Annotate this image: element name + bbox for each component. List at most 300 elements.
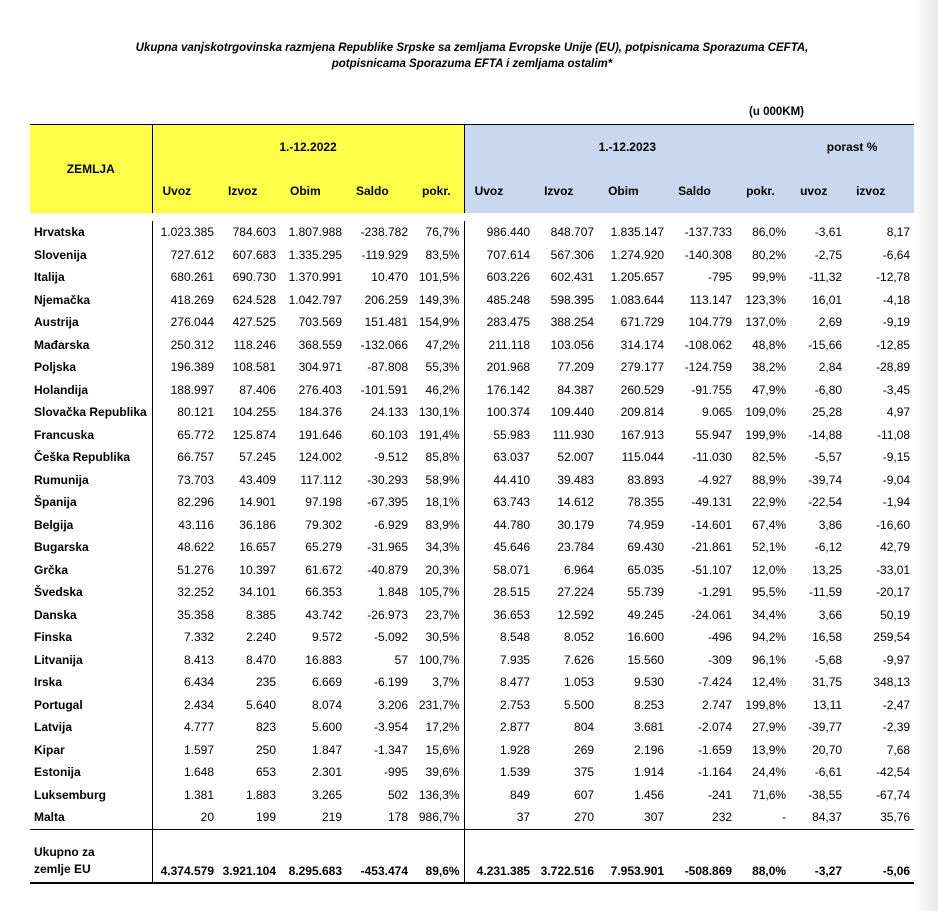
- header-col: Uvoz: [464, 169, 534, 213]
- country-name: Latvija: [30, 716, 152, 739]
- unit-label: (u 000KM): [749, 106, 804, 118]
- table-cell: 690.730: [232, 270, 276, 285]
- table-cell: 10.397: [239, 562, 276, 577]
- table-cell: 82,5%: [752, 450, 787, 465]
- table-cell: 8.413: [183, 652, 214, 667]
- header-col: Saldo: [668, 169, 736, 213]
- table-cell: 13,25: [812, 562, 843, 577]
- total-cell: -453.474: [346, 829, 412, 883]
- table-row: [30, 581, 914, 604]
- table-cell: 97.198: [305, 495, 342, 510]
- table-cell: 34,3%: [425, 540, 460, 555]
- table-cell: 78.355: [627, 495, 665, 510]
- table-row: [30, 469, 914, 492]
- table-cell: -9,15: [882, 450, 911, 465]
- table-cell: 250.312: [170, 337, 214, 352]
- table-cell: 804: [574, 720, 595, 735]
- table-cell: 1.914: [634, 765, 665, 780]
- table-cell: 109,0%: [745, 405, 787, 420]
- table-cell: -2.074: [698, 720, 733, 735]
- table-cell: 65.035: [627, 562, 665, 577]
- table-cell: -87.808: [367, 360, 408, 375]
- country-name: Irska: [30, 671, 152, 694]
- table-cell: 607: [574, 787, 595, 802]
- table-cell: 74.959: [627, 517, 665, 532]
- table-row: [30, 221, 914, 244]
- table-row: [30, 806, 914, 829]
- table-cell: 83,5%: [425, 247, 460, 262]
- country-name: Bugarska: [30, 536, 152, 559]
- table-cell: -39,77: [808, 720, 843, 735]
- table-cell: 35.358: [177, 607, 214, 622]
- table-cell: 35,76: [880, 810, 911, 825]
- table-row: [30, 289, 914, 312]
- table-cell: 57.245: [239, 450, 276, 465]
- table-cell: 7.626: [564, 652, 595, 667]
- table-cell: -39,74: [808, 472, 843, 487]
- country-name: Danska: [30, 604, 152, 627]
- table-cell: 85,8%: [425, 450, 460, 465]
- table-cell: -14,88: [808, 427, 843, 442]
- table-cell: 124.002: [298, 450, 342, 465]
- total-row: [30, 829, 914, 883]
- table-cell: 607.683: [232, 247, 276, 262]
- table-cell: 1.274.920: [610, 247, 665, 262]
- table-cell: -11,32: [808, 270, 843, 285]
- table-cell: 986,7%: [418, 810, 460, 825]
- country-name: Slovenija: [30, 244, 152, 267]
- table-cell: 232: [712, 810, 733, 825]
- table-cell: 34.101: [239, 585, 276, 600]
- table-cell: 12.592: [557, 607, 595, 622]
- table-cell: 848.707: [550, 225, 595, 240]
- total-cell: 89,6%: [412, 829, 464, 883]
- table-cell: 87.406: [239, 382, 276, 397]
- table-row: [30, 356, 914, 379]
- table-cell: 125.874: [232, 427, 276, 442]
- table-cell: 624.528: [232, 292, 276, 307]
- table-cell: -309: [708, 652, 733, 667]
- table-cell: 104.779: [688, 315, 733, 330]
- table-cell: 104.255: [232, 405, 276, 420]
- header-col: Saldo: [346, 169, 412, 213]
- table-cell: 1.648: [183, 765, 214, 780]
- table-cell: 680.261: [170, 270, 214, 285]
- table-cell: 48,8%: [752, 337, 787, 352]
- table-cell: 30.179: [557, 517, 595, 532]
- country-name: Francuska: [30, 424, 152, 447]
- table-cell: -1.659: [698, 742, 733, 757]
- header-col: uvoz: [790, 169, 846, 213]
- table-cell: 5.640: [245, 697, 276, 712]
- table-cell: -28,89: [876, 360, 911, 375]
- total-cell: 88,0%: [736, 829, 790, 883]
- table-cell: 36.186: [239, 517, 276, 532]
- table-row: [30, 761, 914, 784]
- table-cell: -7.424: [698, 675, 733, 690]
- table-cell: 304.971: [298, 360, 342, 375]
- table-cell: 375: [574, 765, 595, 780]
- table-row: [30, 514, 914, 537]
- table-cell: -241: [708, 787, 733, 802]
- table-cell: 65.772: [177, 427, 214, 442]
- table-cell: 602.431: [550, 270, 595, 285]
- table-cell: -31.965: [367, 540, 408, 555]
- table-cell: 191,4%: [418, 427, 460, 442]
- table-cell: 823: [255, 720, 276, 735]
- table-row: [30, 491, 914, 514]
- table-cell: 77.209: [557, 360, 595, 375]
- table-cell: 24,4%: [752, 765, 787, 780]
- country-name: Hrvatska: [30, 221, 152, 244]
- table-cell: 96,1%: [752, 652, 787, 667]
- table-cell: 3,66: [818, 607, 843, 622]
- table-cell: -12,78: [876, 270, 911, 285]
- table-cell: 1.023.385: [160, 225, 214, 240]
- table-cell: 50,19: [880, 607, 911, 622]
- table-cell: 209.814: [620, 405, 665, 420]
- table-cell: -795: [708, 270, 733, 285]
- table-cell: 118.246: [233, 337, 276, 352]
- table-cell: 63.037: [464, 446, 534, 469]
- table-row: [30, 311, 914, 334]
- table-cell: -30.293: [367, 472, 408, 487]
- table-cell: 52.007: [557, 450, 595, 465]
- table-cell: 58,9%: [425, 472, 460, 487]
- table-cell: 88,9%: [752, 472, 787, 487]
- table-cell: 55.983: [464, 424, 534, 447]
- table-cell: 55,3%: [425, 360, 460, 375]
- table-cell: 250: [255, 742, 276, 757]
- table-cell: 1.807.988: [288, 225, 342, 240]
- table-cell: 260.529: [620, 382, 665, 397]
- table-cell: 80.121: [177, 405, 214, 420]
- table-cell: 653: [255, 765, 276, 780]
- table-cell: 2.301: [311, 765, 342, 780]
- table-cell: -5,68: [814, 652, 843, 667]
- table-cell: 1.083.644: [610, 292, 665, 307]
- country-name: Litvanija: [30, 649, 152, 672]
- table-cell: 34,4%: [752, 607, 787, 622]
- table-cell: 27.224: [557, 585, 595, 600]
- table-cell: -16,60: [876, 517, 911, 532]
- table-cell: -2,75: [814, 247, 843, 262]
- table-cell: 48.622: [177, 540, 214, 555]
- table-cell: -67,74: [876, 787, 911, 802]
- table-cell: 137,0%: [745, 315, 787, 330]
- country-name: Kipar: [30, 739, 152, 762]
- table-cell: 43.742: [305, 607, 342, 622]
- table-row: [30, 716, 914, 739]
- table-cell: 12,4%: [752, 675, 787, 690]
- table-cell: 671.729: [620, 315, 665, 330]
- table-cell: 784.603: [232, 225, 276, 240]
- table-cell: 388.254: [550, 315, 595, 330]
- table-cell: 8.477: [464, 671, 534, 694]
- table-cell: -3,45: [882, 382, 911, 397]
- table-cell: -2,39: [882, 720, 911, 735]
- table-cell: 16,01: [812, 292, 843, 307]
- table-cell: 2.196: [634, 742, 665, 757]
- table-cell: 23.784: [557, 540, 595, 555]
- table-cell: 6.964: [564, 562, 595, 577]
- table-cell: 115.044: [621, 450, 665, 465]
- table-cell: 79.302: [305, 517, 342, 532]
- table-cell: -1.347: [373, 742, 408, 757]
- table-cell: 20: [200, 810, 214, 825]
- table-cell: 2.240: [245, 630, 276, 645]
- table-cell: 1.835.147: [610, 225, 665, 240]
- table-cell: 73.703: [177, 472, 214, 487]
- country-name: Njemačka: [30, 289, 152, 312]
- table-cell: 113.147: [689, 292, 733, 307]
- table-cell: 14.612: [557, 495, 595, 510]
- table-cell: 231,7%: [418, 697, 460, 712]
- table-cell: 117.112: [300, 472, 342, 487]
- table-cell: 1.848: [377, 585, 408, 600]
- table-cell: -108.062: [684, 337, 733, 352]
- table-cell: -5,57: [814, 450, 843, 465]
- table-cell: 7.332: [183, 630, 214, 645]
- table-cell: -124.759: [684, 360, 733, 375]
- table-cell: 196.389: [170, 360, 214, 375]
- header-col: Obim: [280, 169, 346, 213]
- table-cell: 80,2%: [752, 247, 787, 262]
- table-cell: -15,66: [808, 337, 843, 352]
- header-zemlja: ZEMLJA: [30, 125, 152, 214]
- country-name: Portugal: [30, 694, 152, 717]
- table-cell: 55.739: [627, 585, 665, 600]
- country-name: Grčka: [30, 559, 152, 582]
- table-cell: 2.747: [702, 697, 733, 712]
- table-cell: 22,9%: [752, 495, 787, 510]
- table-row: [30, 401, 914, 424]
- country-name: Estonija: [30, 761, 152, 784]
- table-cell: 95,5%: [752, 585, 787, 600]
- table-cell: 9.572: [311, 630, 342, 645]
- table-cell: -6,12: [814, 540, 843, 555]
- table-cell: 61.672: [305, 562, 342, 577]
- country-name: Češka Republika: [30, 446, 152, 469]
- table-cell: 1.847: [311, 742, 342, 757]
- table-cell: 99,9%: [752, 270, 787, 285]
- table-cell: 47,2%: [425, 337, 460, 352]
- table-row: [30, 424, 914, 447]
- table-cell: -24.061: [691, 607, 733, 622]
- table-row: [30, 536, 914, 559]
- table-cell: 16.657: [239, 540, 276, 555]
- table-cell: 39.483: [557, 472, 595, 487]
- table-cell: 105,7%: [418, 585, 460, 600]
- document-page: [30, 0, 914, 911]
- table-cell: -42,54: [876, 765, 911, 780]
- table-row: [30, 244, 914, 267]
- table-cell: 20,3%: [425, 562, 460, 577]
- table-cell: 2.877: [464, 716, 534, 739]
- trade-table: [30, 124, 914, 884]
- table-cell: 60.103: [371, 427, 408, 442]
- table-cell: 188.997: [170, 382, 214, 397]
- table-cell: 199,9%: [745, 427, 787, 442]
- header-col: Izvoz: [534, 169, 598, 213]
- total-label-line-2: zemlje EU: [34, 861, 91, 876]
- table-cell: -9.512: [373, 450, 408, 465]
- table-cell: 84,37: [812, 810, 843, 825]
- table-cell: 270: [574, 810, 595, 825]
- country-name: Slovačka Republika: [30, 401, 152, 424]
- table-cell: -11,08: [876, 427, 911, 442]
- table-row: [30, 784, 914, 807]
- table-cell: 13,11: [812, 697, 843, 712]
- table-cell: -38,55: [808, 787, 843, 802]
- table-cell: 39,6%: [425, 765, 460, 780]
- table-cell: 235: [255, 675, 276, 690]
- table-cell: 86,0%: [752, 225, 787, 240]
- country-name: Španija: [30, 491, 152, 514]
- table-cell: 8.074: [311, 697, 342, 712]
- table-cell: 10.470: [371, 270, 408, 285]
- table-cell: 111.930: [552, 427, 595, 442]
- table-cell: -91.755: [691, 382, 733, 397]
- table-cell: 43.409: [239, 472, 276, 487]
- table-cell: -101.591: [360, 382, 408, 397]
- total-cell: -3,27: [790, 829, 846, 883]
- table-cell: 25,28: [812, 405, 843, 420]
- country-name: Švedska: [30, 581, 152, 604]
- table-body: [30, 213, 914, 829]
- table-cell: 27,9%: [752, 720, 787, 735]
- total-cell: 7.953.901: [598, 829, 668, 883]
- table-cell: 36.653: [464, 604, 534, 627]
- total-cell: 4.374.579: [152, 829, 218, 883]
- table-cell: -6,80: [814, 382, 843, 397]
- table-cell: -2,47: [882, 697, 911, 712]
- table-cell: 23,7%: [425, 607, 460, 622]
- table-cell: 6.669: [311, 675, 342, 690]
- table-cell: 15,6%: [425, 742, 460, 757]
- table-cell: 283.475: [464, 311, 534, 334]
- table-cell: 418.269: [170, 292, 214, 307]
- page-edge-shadow: [914, 0, 938, 911]
- table-cell: 199,8%: [745, 697, 787, 712]
- table-cell: 219: [321, 810, 342, 825]
- table-cell: 1.539: [464, 761, 534, 784]
- table-cell: 28.515: [464, 581, 534, 604]
- table-cell: 66.757: [177, 450, 214, 465]
- table-cell: -140.308: [684, 247, 733, 262]
- table-cell: -6,61: [814, 765, 843, 780]
- table-row: [30, 626, 914, 649]
- table-cell: 314.174: [620, 337, 665, 352]
- table-cell: -9,04: [882, 472, 911, 487]
- table-cell: 130,1%: [418, 405, 460, 420]
- table-cell: 1.053: [564, 675, 595, 690]
- table-cell: -995: [383, 765, 408, 780]
- table-row: [30, 671, 914, 694]
- table-cell: 9.530: [634, 675, 665, 690]
- table-cell: -22,54: [808, 495, 843, 510]
- table-cell: 2.753: [464, 694, 534, 717]
- table-row: [30, 446, 914, 469]
- table-cell: 66.353: [305, 585, 342, 600]
- table-cell: 83,9%: [425, 517, 460, 532]
- table-cell: 38,2%: [752, 360, 787, 375]
- table-cell: 45.646: [464, 536, 534, 559]
- table-cell: 986.440: [464, 221, 534, 244]
- table-cell: -: [782, 810, 787, 825]
- table-cell: 103.056: [550, 337, 595, 352]
- table-cell: 108.581: [232, 360, 276, 375]
- table-cell: 32.252: [177, 585, 214, 600]
- table-cell: -1,94: [882, 495, 911, 510]
- table-row: [30, 694, 914, 717]
- table-cell: -49.131: [691, 495, 733, 510]
- table-cell: 13,9%: [752, 742, 787, 757]
- table-cell: 49.245: [627, 607, 665, 622]
- table-cell: -6.929: [373, 517, 408, 532]
- table-row: [30, 334, 914, 357]
- table-cell: 1.883: [245, 787, 276, 802]
- table-cell: 2,84: [818, 360, 843, 375]
- table-cell: 276.403: [298, 382, 342, 397]
- table-cell: 100.374: [464, 401, 534, 424]
- table-cell: -1.164: [698, 765, 733, 780]
- table-cell: 30,5%: [425, 630, 460, 645]
- table-cell: -9,19: [882, 315, 911, 330]
- table-cell: 4.777: [183, 720, 214, 735]
- table-cell: 191.646: [298, 427, 342, 442]
- table-cell: 7,68: [886, 742, 911, 757]
- table-cell: 83.893: [627, 472, 665, 487]
- table-cell: 7.935: [464, 649, 534, 672]
- table-cell: 17,2%: [425, 720, 460, 735]
- table-cell: 167.913: [620, 427, 665, 442]
- table-cell: 82.296: [177, 495, 214, 510]
- country-name: Finska: [30, 626, 152, 649]
- table-cell: -26.973: [367, 607, 408, 622]
- table-cell: 307: [644, 810, 665, 825]
- table-cell: 136,3%: [418, 787, 460, 802]
- table-cell: 1.335.295: [288, 247, 342, 262]
- table-cell: 276.044: [170, 315, 214, 330]
- table-cell: 1.381: [183, 787, 214, 802]
- table-row: [30, 739, 914, 762]
- table-cell: 727.612: [170, 247, 214, 262]
- table-cell: 849: [464, 784, 534, 807]
- table-cell: -11,59: [808, 585, 843, 600]
- table-cell: 6.434: [183, 675, 214, 690]
- table-cell: 567.306: [550, 247, 595, 262]
- table-cell: 199: [255, 810, 276, 825]
- table-cell: 149,3%: [418, 292, 460, 307]
- table-cell: 269: [574, 742, 595, 757]
- table-cell: 1.042.797: [288, 292, 342, 307]
- table-cell: -51.107: [691, 562, 733, 577]
- header-col: Izvoz: [218, 169, 280, 213]
- table-cell: 206.259: [364, 292, 408, 307]
- table-cell: 176.142: [464, 379, 534, 402]
- title-line-2: potpisnicama Sporazuma EFTA i zemljama ostalim*: [331, 58, 613, 70]
- table-cell: 3.681: [634, 720, 665, 735]
- table-cell: 76,7%: [425, 225, 460, 240]
- country-name: Rumunija: [30, 469, 152, 492]
- table-row: [30, 559, 914, 582]
- table-cell: 184.376: [298, 405, 342, 420]
- table-cell: 37: [464, 806, 534, 829]
- table-cell: 57: [394, 652, 408, 667]
- total-cell: -508.869: [668, 829, 736, 883]
- table-cell: 8.548: [464, 626, 534, 649]
